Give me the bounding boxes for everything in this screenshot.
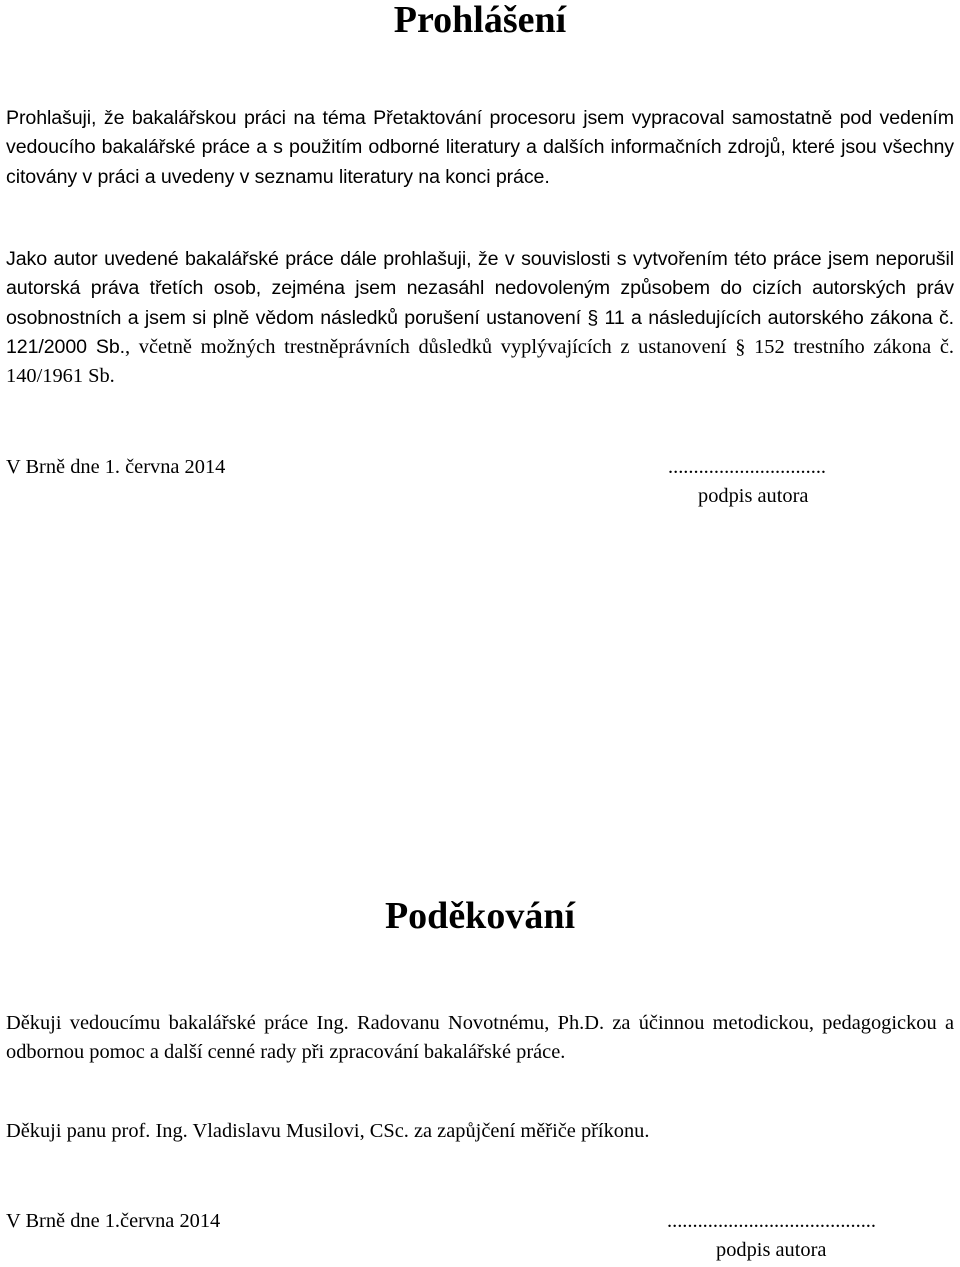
declaration-paragraph-2 — [6, 245, 954, 391]
acknowledgement-place-date: V Brně dne 1.června 2014 — [6, 1210, 221, 1232]
declaration-title: Prohlášení — [393, 0, 567, 41]
acknowledgement-paragraph-1: Děkuji vedoucímu bakalářské práce Ing. Radovanu Novotnému, Ph.D. za účinnou metodickou, pedagogickou a odbornou pomoc a další cenné rady při zpracování bakalářské práce. — [6, 1012, 954, 1064]
declaration-signature-label: podpis autora — [698, 485, 809, 507]
acknowledgement-paragraph-2: Děkuji panu prof. Ing. Vladislavu Musilovi, CSc. za zapůjčení měřiče příkonu. — [6, 1120, 650, 1142]
acknowledgement-signature-label: podpis autora — [716, 1239, 827, 1261]
acknowledgement-title: Poděkování — [384, 895, 576, 937]
declaration-paragraph-2-main: Jako autor uvedené bakalářské práce dále prohlašuji, že v souvislosti s vytvořením této práce jsem neporušil autorská práva třetích osob, zejména jsem nezasáhl nedovoleným způsobem do cizích autorských práv osobnostních a jsem si plně vědom následků porušení ustanovení § 11 a následujících autorského zákona č. 121/2000 Sb. — [6, 248, 954, 358]
declaration-signature-line: ............................... — [668, 456, 827, 478]
declaration-paragraph-2-end: , včetně možných trestněprávních důsledků vyplývajících z ustanovení § 152 trestního zákona č. 140/1961 Sb. — [6, 335, 954, 388]
declaration-place-date: V Brně dne 1. června 2014 — [6, 456, 226, 478]
acknowledgement-signature-line: ......................................... — [667, 1210, 877, 1232]
declaration-paragraph-1: Prohlašuji, že bakalářskou práci na téma Přetaktování procesoru jsem vypracoval samostatně pod vedením vedoucího bakalářské práce a s použitím odborné literatury a dalších informačních zdrojů, které jsou všechny citovány v práci a uvedeny v seznamu literatury na konci práce. — [6, 107, 954, 188]
